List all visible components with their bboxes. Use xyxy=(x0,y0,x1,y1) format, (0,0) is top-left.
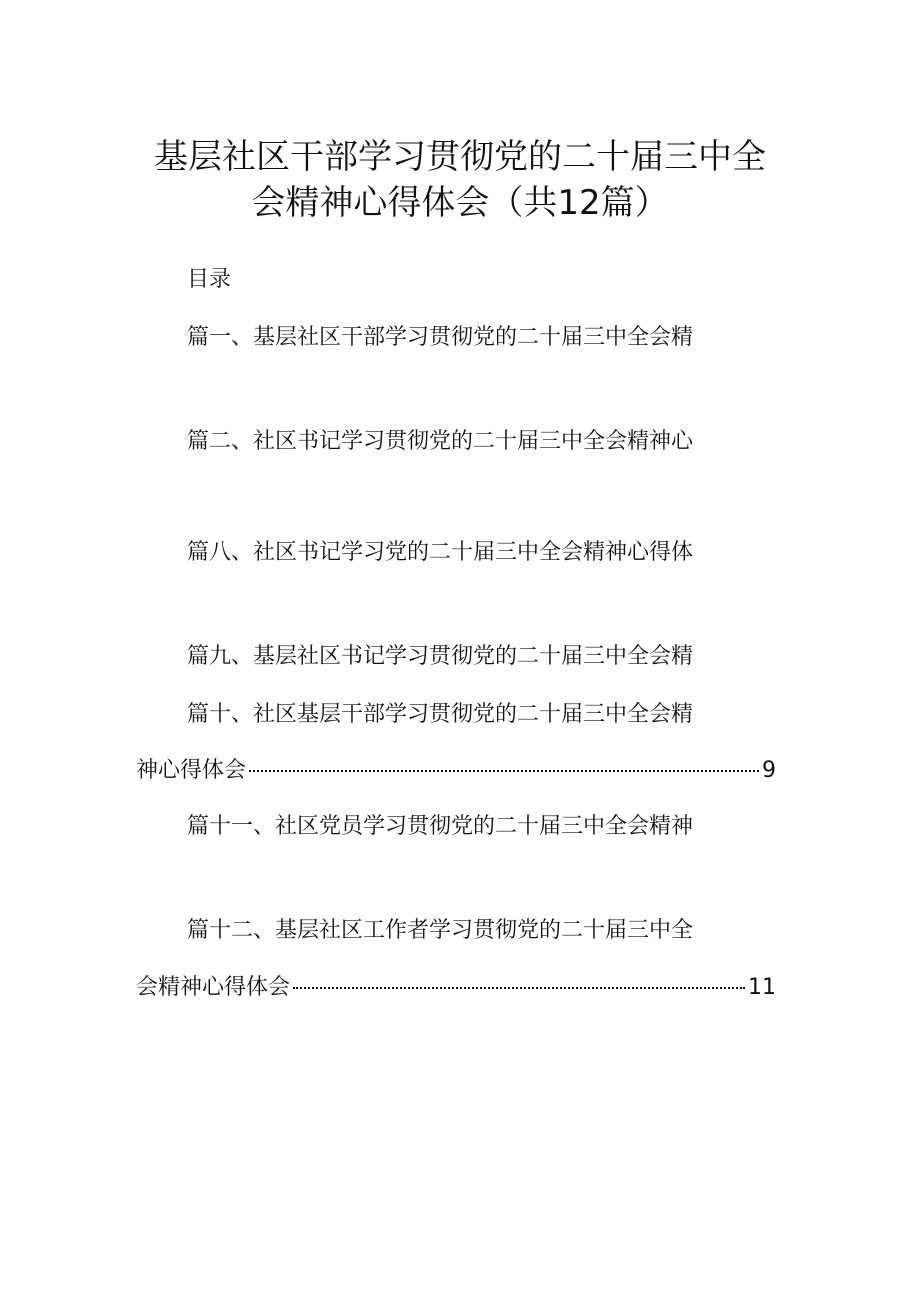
toc-entry-12-page-number: 11 xyxy=(748,975,776,1000)
toc-entry-11[interactable]: 篇十一、社区党员学习贯彻党的二十届三中全会精神 xyxy=(187,814,694,839)
dot-leader xyxy=(249,770,759,772)
toc-entry-10-cont-text: 神心得体会 xyxy=(136,758,247,783)
toc-entry-1[interactable]: 篇一、基层社区干部学习贯彻党的二十届三中全会精 xyxy=(187,325,694,350)
toc-entry-10-continuation[interactable] xyxy=(136,755,776,787)
toc-heading: 目录 xyxy=(187,267,232,292)
dot-leader xyxy=(293,987,745,989)
toc-entry-10-page-number: 9 xyxy=(762,758,776,783)
toc-entry-8[interactable]: 篇八、社区书记学习党的二十届三中全会精神心得体 xyxy=(187,540,694,565)
toc-entry-12-continuation[interactable] xyxy=(136,972,776,1004)
toc-entry-9[interactable]: 篇九、基层社区书记学习贯彻党的二十届三中全会精 xyxy=(187,644,694,669)
toc-entry-12-cont-text: 会精神心得体会 xyxy=(136,975,291,1000)
document-title-line-2: 会精神心得体会（共12篇） xyxy=(251,183,669,223)
document-title-line-1: 基层社区干部学习贯彻党的二十届三中全 xyxy=(154,137,766,177)
toc-entry-10[interactable]: 篇十、社区基层干部学习贯彻党的二十届三中全会精 xyxy=(187,702,694,727)
toc-entry-2[interactable]: 篇二、社区书记学习贯彻党的二十届三中全会精神心 xyxy=(187,429,694,454)
toc-entry-12[interactable]: 篇十二、基层社区工作者学习贯彻党的二十届三中全 xyxy=(187,918,694,943)
